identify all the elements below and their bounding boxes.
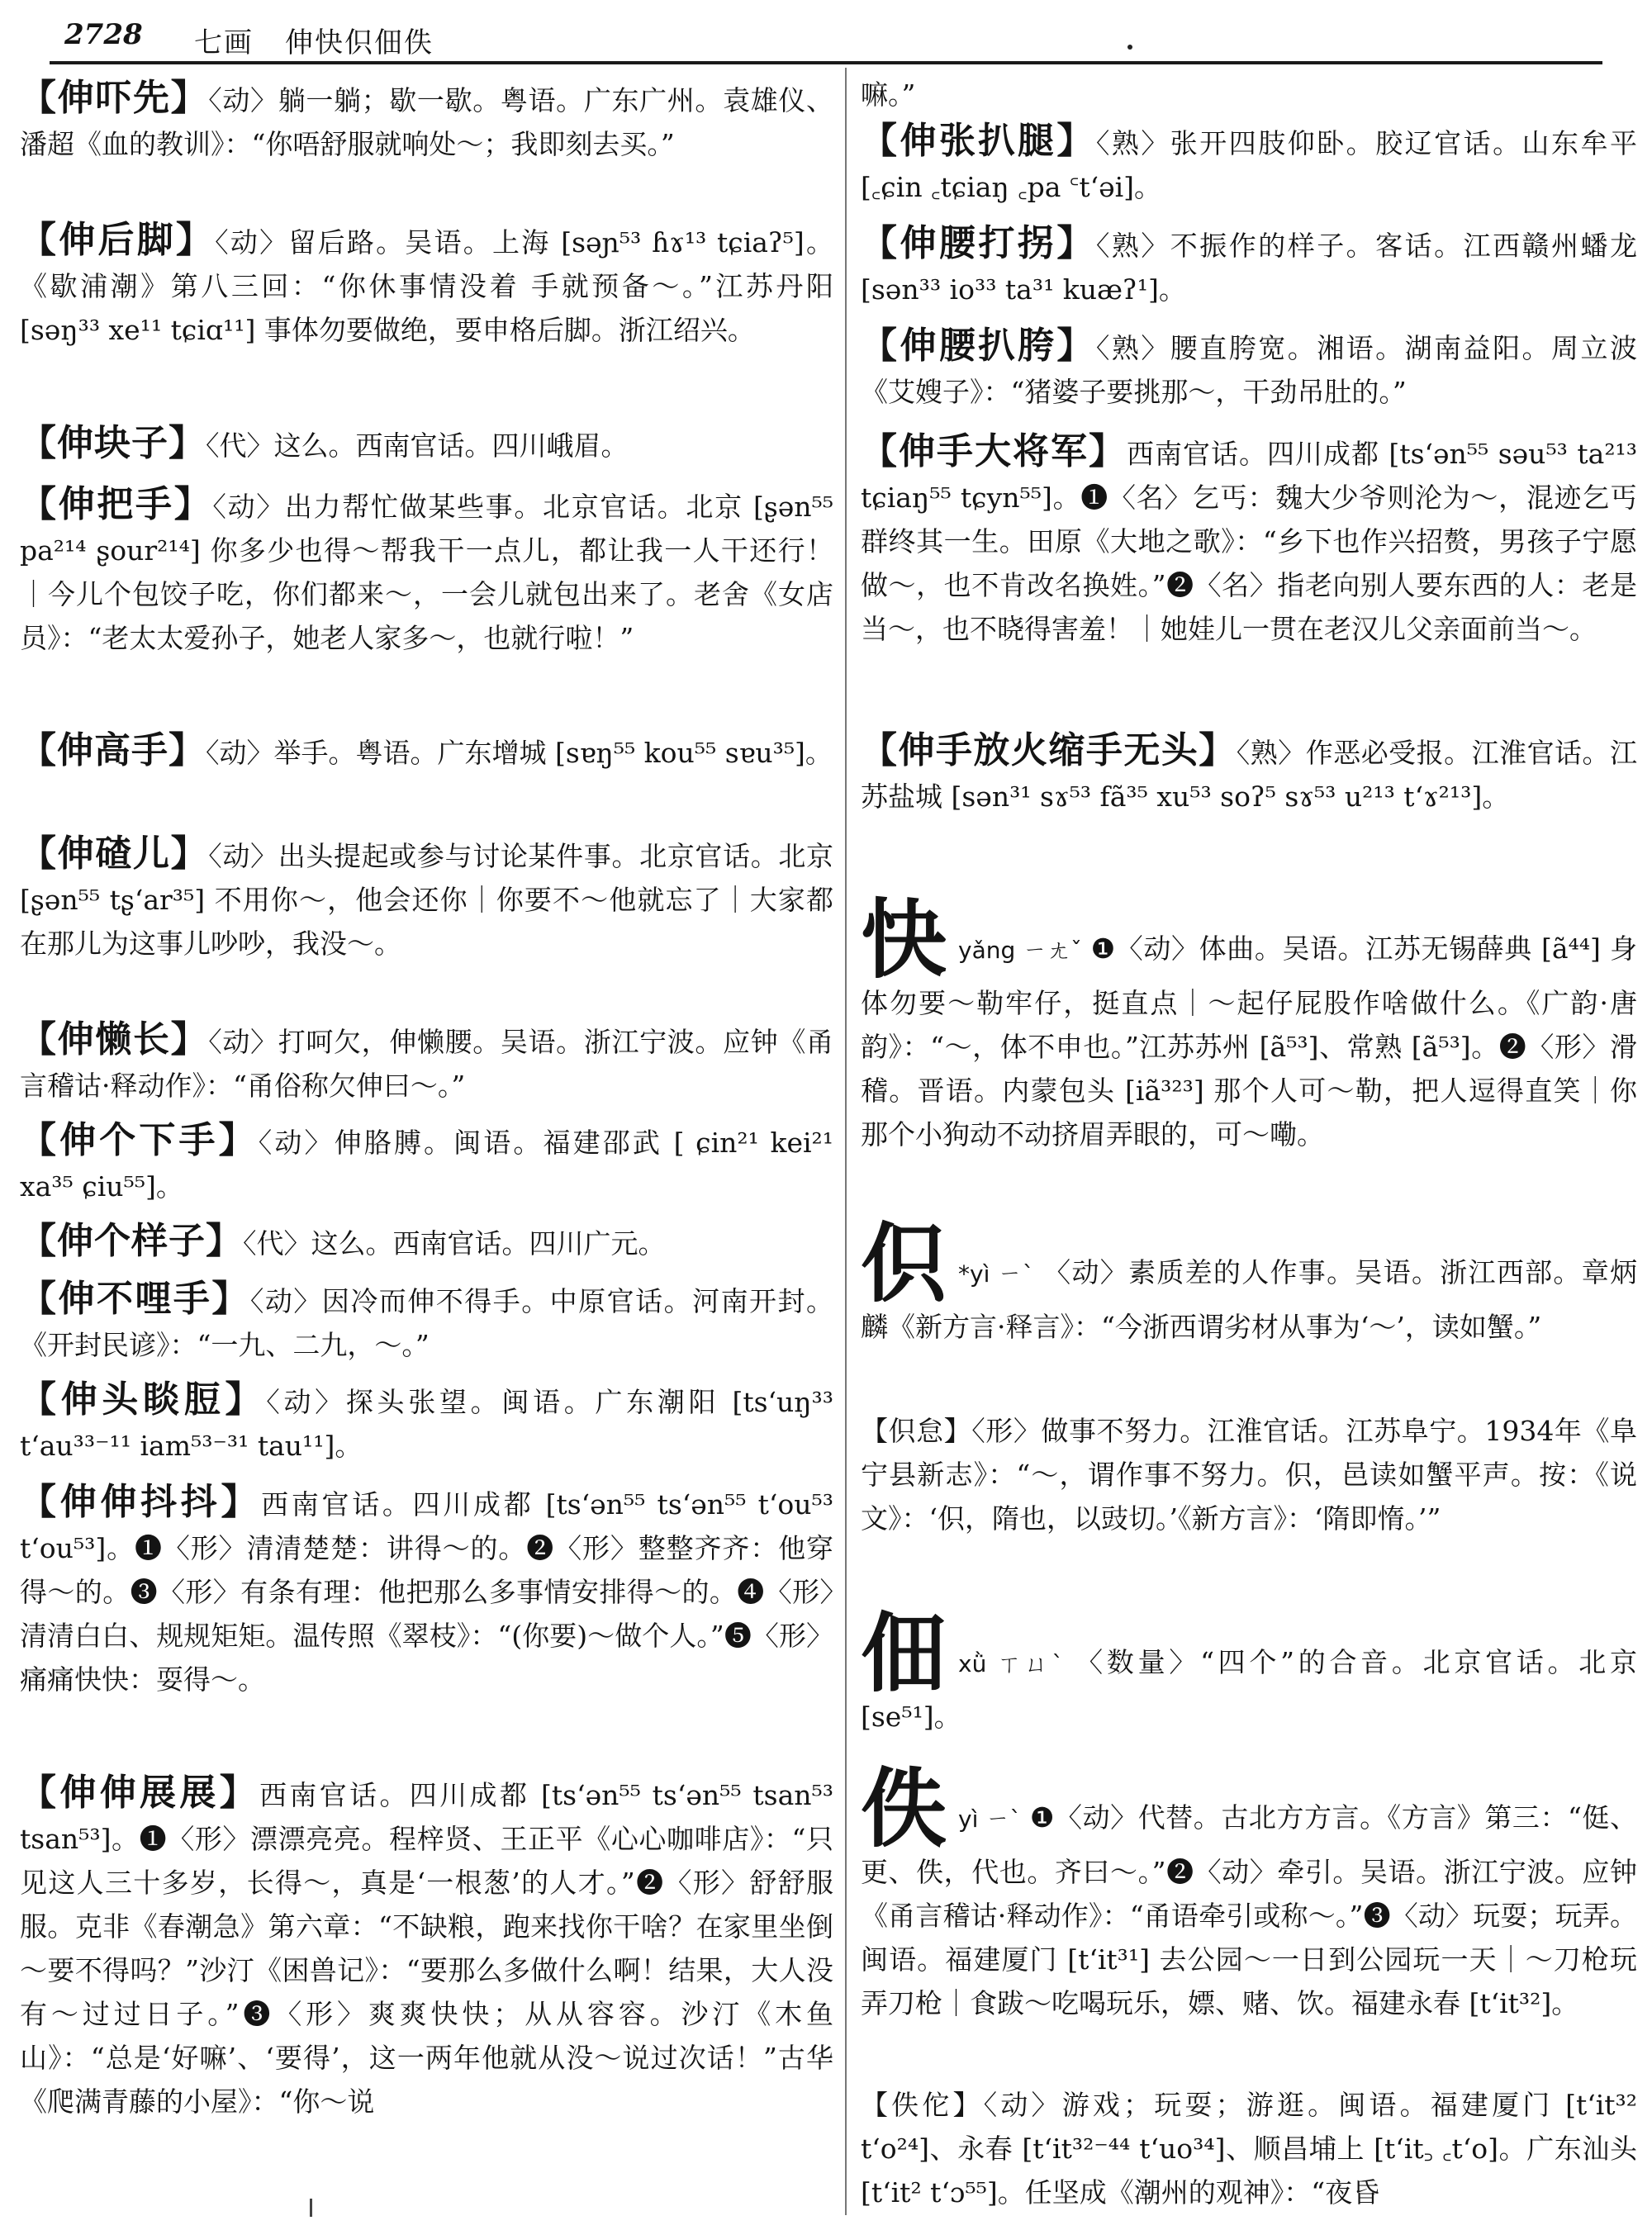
definition: 〈动〉留后路。吴语。上海 [səɲ⁵³ ɦɤ¹³ tɕiaʔ⁵]。《歇浦潮》第八三回：“你休事情没着 手就预备～。”江苏丹阳 [səŋ³³ xe¹¹ tɕiɑ¹¹] 事体勿要做绝，要申格后脚。浙江绍兴。 bbox=[20, 226, 834, 346]
entry bbox=[20, 1378, 833, 1468]
headword: 【伸块子】 bbox=[20, 422, 206, 464]
headword: 【伸伸展展】 bbox=[20, 1772, 260, 1814]
definition: 〈熟〉腰直胯宽。湘语。湖南益阳。周立波《艾嫂子》：“猪婆子要挑那～，干劲吊肚的。” bbox=[861, 332, 1638, 408]
entry bbox=[861, 1409, 1637, 1540]
pinyin: *yì ㄧˋ bbox=[958, 1260, 1036, 1288]
entry-continuation bbox=[861, 73, 1637, 116]
page-number: 2728 bbox=[64, 18, 143, 51]
headword: 【伸手放火缩手无头】 bbox=[861, 729, 1237, 771]
head-character: 佚 bbox=[861, 1758, 947, 1859]
definition: 〈动〉躺一躺；歇一歇。粤语。广东广州。袁雄仪、潘超《血的教训》：“你唔舒服就响处～；我即刻去买。” bbox=[20, 84, 834, 160]
definition: 〈熟〉不振作的样子。客话。江西赣州蟠龙 [sən³³ io³³ ta³¹ kuæʔ¹]。 bbox=[861, 230, 1638, 306]
entry bbox=[20, 76, 833, 166]
entry bbox=[20, 1018, 833, 1108]
headword: 【伸头睒脰】 bbox=[20, 1378, 267, 1421]
entry bbox=[20, 1480, 833, 1701]
entry bbox=[861, 221, 1637, 311]
definition: 〈熟〉作恶必受报。江淮官话。江苏盐城 [sən³¹ sɤ⁵³ fã³⁵ xu⁵³ soʔ⁵ sɤ⁵³ u²¹³ tʻɤ²¹³]。 bbox=[861, 737, 1638, 813]
definition: 西南官话。四川成都 [tsʻən⁵⁵ tsʻən⁵⁵ tsan⁵³ tsan⁵³]。❶〈形〉漂漂亮亮。程梓贤、王正平《心心咖啡店》：“只见这人三十多岁，长得～，真是‘一根葱’的人才。”❷〈形〉舒舒服服。克非《春潮急》第六章：“不缺粮，跑来找你干啥？在家里坐倒～要不得吗？”沙汀《困兽记》：“要那么多做什么啊！结果，大人没有～过过日子。”❸〈形〉爽爽快快；从从容容。沙汀《木鱼山》：“总是‘好嘛’、‘要得’，这一两年他就从没～说过次话！”古华《爬满青藤的小屋》：“你～说 bbox=[20, 1779, 834, 2118]
definition: 〈动〉素质差的人作事。吴语。浙江西部。章炳麟《新方言·释言》：“今浙西谓劣材从事为‘～’，读如蟹。” bbox=[861, 1256, 1637, 1343]
definition: 西南官话。四川成都 [tsʻən⁵⁵ səu⁵³ ta²¹³ tɕiaŋ⁵⁵ tɕyn⁵⁵]。❶〈名〉乞丐：魏大少爷则沦为～，混迹乞丐群终其一生。田原《大地之歌》：“乡下也作兴招赘，男孩子宁愿做～，也不肯改名换姓。”❷〈名〉指老向别人要东西的人：老是当～，也不晓得害羞！｜她娃儿一贯在老汉儿父亲面前当～。 bbox=[861, 438, 1638, 645]
head-character: 佃 bbox=[861, 1602, 947, 1704]
headword: 【伸腰打拐】 bbox=[861, 222, 1096, 264]
headword: 【伸个下手】 bbox=[20, 1119, 259, 1161]
char-entry bbox=[861, 889, 1637, 1156]
definition: 〈代〉这么。西南官话。四川广元。 bbox=[243, 1227, 666, 1260]
headword: 【伸伸抖抖】 bbox=[20, 1481, 262, 1523]
definition: 〈动〉因冷而伸不得手。中原官话。河南开封。《开封民谚》：“一九、二九，～。” bbox=[20, 1285, 834, 1361]
stroke-count: 七画 bbox=[194, 26, 254, 59]
headword: 【伸张扒腿】 bbox=[861, 120, 1096, 162]
definition: 〈数量〉“四个”的合音。北京官话。北京 [se⁵¹]。 bbox=[861, 1646, 1638, 1733]
entry bbox=[861, 119, 1637, 209]
entry bbox=[20, 1118, 833, 1208]
definition: 〈动〉出头提起或参与讨论某件事。北京官话。北京 [ʂən⁵⁵ tʂʻar³⁵] 不用你～，他会还你｜你要不～他就忘了｜大家都在那儿为这事儿吵吵，我没～。 bbox=[20, 840, 834, 960]
headword: 【伸高手】 bbox=[20, 729, 206, 771]
headword: 【伸腰扒胯】 bbox=[861, 325, 1096, 367]
definition: 〈动〉举手。粤语。广东增城 [sɐŋ⁵⁵ kou⁵⁵ sɐu³⁵]。 bbox=[206, 737, 833, 769]
entry bbox=[20, 1277, 833, 1367]
page-header bbox=[50, 13, 1602, 64]
definition: ❶〈动〉代替。古北方方言。《方言》第三：“侹、更、佚，代也。齐曰～。”❷〈动〉牵引。吴语。浙江宁波。应钟《甬言稽诂·释动作》：“甬语牵引或称～。”❸〈动〉玩耍；玩弄。闽语。福建厦门 [tʻit³¹] 去公园～一日到公园玩一天｜～刀枪玩弄刀枪｜食跋～吃喝玩乐，嫖、赌、饮。福建永春 [tʻit³²]。 bbox=[861, 1801, 1637, 2019]
entry bbox=[20, 421, 833, 467]
head-character: 伿 bbox=[861, 1212, 947, 1314]
entry bbox=[20, 218, 833, 352]
definition: 〈动〉探头张望。闽语。广东潮阳 [tsʻuŋ³³ tʻau³³⁻¹¹ iam⁵³⁻³¹ tau¹¹]。 bbox=[20, 1386, 834, 1462]
definition: 〈代〉这么。西南官话。四川峨眉。 bbox=[206, 429, 629, 462]
header-chars: 伸快伿佃佚 bbox=[285, 26, 434, 59]
definition: 【佚佗】〈动〉游戏；玩耍；游逛。闽语。福建厦门 [tʻit³² tʻo²⁴]、永春 [tʻit³²⁻⁴⁴ tʻuo³⁴]、顺昌埔上 [tʻit꜆ ꜀tʻo]。广东汕头 [tʻit² tʻɔ⁵⁵]。任坚成《潮州的观神》：“夜昏 bbox=[861, 2089, 1637, 2209]
header-title bbox=[194, 20, 465, 60]
char-entry bbox=[861, 1212, 1637, 1349]
definition: 〈熟〉张开四肢仰卧。胶辽官话。山东牟平 [꜀ɕin ꜀tɕiaŋ ꜀pa ꜂tʻəi]。 bbox=[861, 127, 1638, 203]
definition: 〈动〉出力帮忙做某些事。北京官话。北京 [ʂən⁵⁵ pa²¹⁴ ʂour²¹⁴] 你多少也得～帮我干一点儿，都让我一人干还行！｜今儿个包饺子吃，你们都来～，一会儿就包出来了。老舍《女店员》：“老太太爱孙子，她老人家多～，也就行啦！” bbox=[20, 491, 833, 654]
definition: 【伿怠】〈形〉做事不努力。江淮官话。江苏阜宁。1934年《阜宁县新志》：“～，谓作事不努力。伿，邑读如蟹平声。按：《说文》：‘伿，隋也，以豉切。’《新方言》：‘隋即惰。’” bbox=[861, 1415, 1637, 1535]
headword: 【伸吓先】 bbox=[20, 77, 209, 119]
pinyin: yǎng ㄧㄤˇ bbox=[958, 937, 1083, 964]
definition: 西南官话。四川成都 [tsʻən⁵⁵ tsʻən⁵⁵ tʻou⁵³ tʻou⁵³]。❶〈形〉清清楚楚：讲得～的。❷〈形〉整整齐齐：他穿得～的。❸〈形〉有条有理：他把那么多事情安排得～的。❹〈形〉清清白白、规规矩矩。温传照《翠枝》：“(你要)～做个人。”❺〈形〉痛痛快快：耍得～。 bbox=[20, 1488, 833, 1696]
headword: 【伸不哩手】 bbox=[20, 1278, 250, 1320]
entry bbox=[20, 1219, 833, 1265]
entry bbox=[20, 832, 833, 966]
definition: 〈动〉伸胳膊。闽语。福建邵武 [ ɕin²¹ kei²¹ xa³⁵ ɕiu⁵⁵]。 bbox=[20, 1127, 833, 1203]
char-entry bbox=[861, 1758, 1637, 2025]
pinyin: yì ㄧˋ bbox=[958, 1805, 1022, 1833]
headword: 【伸碴儿】 bbox=[20, 833, 209, 875]
head-character: 快 bbox=[861, 889, 947, 990]
entry bbox=[20, 728, 833, 775]
headword: 【伸懒长】 bbox=[20, 1018, 209, 1060]
entry bbox=[20, 482, 833, 660]
entry bbox=[20, 1771, 833, 2123]
definition: ❶〈动〉体曲。吴语。江苏无锡薛典 [ã⁴⁴] 身体勿要～勒牢仔，挺直点｜～起仔屁股作啥做什么。《广韵·唐韵》：“～，体不申也。”江苏苏州 [ã⁵³]、常熟 [ã⁵³]。❷〈形〉滑稽。晋语。内蒙包头 [iã³²³] 那个人可～勒，把人逗得直笑｜你那个小狗动不动挤眉弄眼的，可～嘞。 bbox=[861, 932, 1637, 1151]
column-divider bbox=[845, 68, 847, 2215]
entry bbox=[861, 324, 1637, 414]
headword: 【伸后脚】 bbox=[20, 219, 216, 261]
headword: 【伸个样子】 bbox=[20, 1220, 243, 1262]
header-dot bbox=[1127, 45, 1132, 50]
entry bbox=[861, 429, 1637, 651]
definition: 〈动〉打呵欠，伸懒腰。吴语。浙江宁波。应钟《甬言稽诂·释动作》：“甬俗称欠伸曰～。” bbox=[20, 1026, 834, 1102]
bottom-mark bbox=[310, 2199, 312, 2217]
headword: 【伸把手】 bbox=[20, 483, 213, 525]
entry bbox=[861, 2083, 1637, 2214]
entry bbox=[861, 728, 1637, 818]
headword: 【伸手大将军】 bbox=[861, 430, 1127, 472]
definition: 嘛。” bbox=[861, 78, 916, 111]
char-entry bbox=[861, 1602, 1638, 1739]
pinyin: xǜ ㄒㄩˋ bbox=[958, 1650, 1068, 1677]
